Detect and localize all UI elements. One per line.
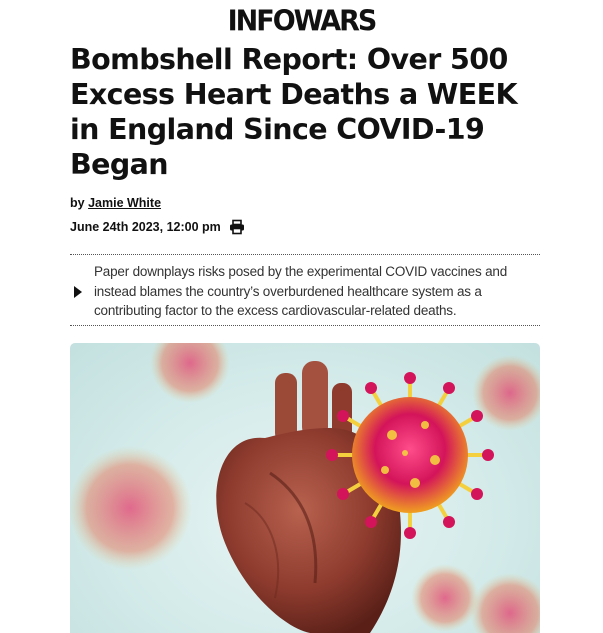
summary-text: Paper downplays risks posed by the experimental COVID vaccines and instead blames the country’s overburdened healthcare system as a contributing factor to the excess cardiovascular-related deaths.: [94, 264, 508, 318]
author-link[interactable]: Jamie White: [88, 196, 162, 210]
print-icon[interactable]: [229, 219, 245, 235]
byline: [70, 196, 161, 210]
article-headline: Bombshell Report: Over 500 Excess Heart Deaths a WEEK in England Since COVID-19 Began: [70, 43, 517, 181]
site-logo[interactable]: INFOWARS: [227, 5, 376, 38]
hero-image: [70, 343, 540, 633]
publish-date: June 24th 2023, 12:00 pm: [70, 220, 221, 234]
byline-prefix: by: [70, 196, 85, 210]
triangle-right-icon: [74, 286, 82, 298]
dateline: [70, 219, 245, 235]
article-summary: [70, 254, 540, 326]
